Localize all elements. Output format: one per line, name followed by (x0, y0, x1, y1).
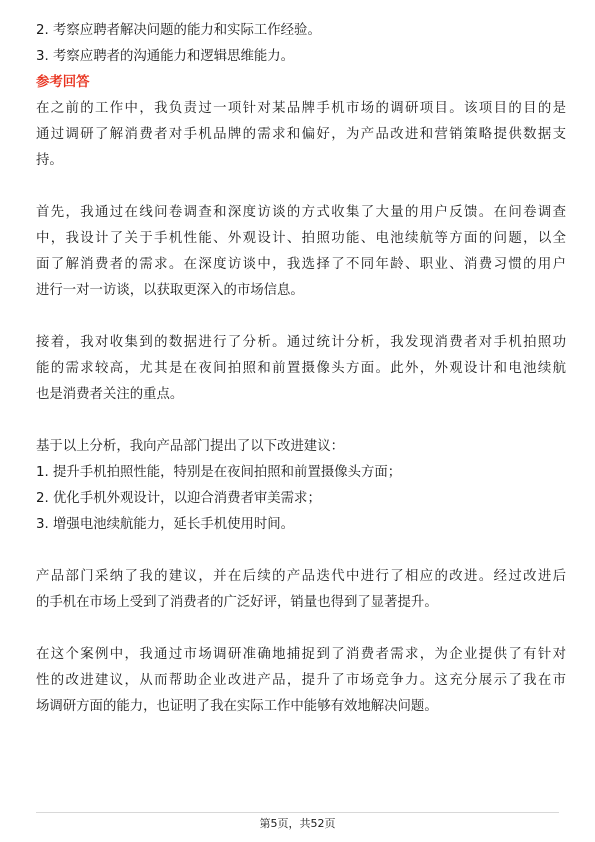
paragraph-line: 基于以上分析，我向产品部门提出了以下改进建议： (36, 439, 344, 454)
paragraph-line: 面了解消费者的需求。在深度访谈中，我选择了不同年龄、职业、消费习惯的用户 (36, 257, 566, 272)
paragraph-line: 首先，我通过在线问卷调查和深度访谈的方式收集了大量的用户反馈。在问卷调查 (36, 205, 566, 220)
paragraph-5 (36, 564, 566, 616)
paragraph-line: 接着，我对收集到的数据进行了分析。通过统计分析，我发现消费者对手机拍照功 (36, 335, 566, 350)
intro-point: 2. 考察应聘者解决问题的能力和实际工作经验。 (36, 23, 321, 38)
paragraph-gap (36, 174, 566, 200)
page-number: 第5页，共52页 (259, 817, 336, 830)
paragraph-gap (36, 304, 566, 330)
footer-divider (36, 812, 559, 813)
paragraph-line: 持。 (36, 153, 63, 168)
answer-heading: 参考回答 (36, 75, 90, 90)
paragraph-line: 能的需求较高，尤其是在夜间拍照和前置摄像头方面。此外，外观设计和电池续航 (36, 361, 566, 376)
paragraph-3 (36, 330, 566, 408)
suggestion-item: 3. 增强电池续航能力，延长手机使用时间。 (36, 517, 295, 532)
paragraph-gap (36, 538, 566, 564)
paragraph-line: 的手机在市场上受到了消费者的广泛好评，销量也得到了显著提升。 (36, 595, 438, 610)
paragraph-line: 在这个案例中，我通过市场调研准确地捕捉到了消费者需求，为企业提供了有针对 (36, 647, 566, 662)
paragraph-gap (36, 616, 566, 642)
paragraph-line: 场调研方面的能力，也证明了我在实际工作中能够有效地解决问题。 (36, 699, 438, 714)
paragraph-gap (36, 408, 566, 434)
document-body (36, 18, 566, 720)
suggestion-item: 1. 提升手机拍照性能，特别是在夜间拍照和前置摄像头方面； (36, 465, 402, 480)
paragraph-line: 也是消费者关注的重点。 (36, 387, 184, 402)
paragraph-2 (36, 200, 566, 304)
paragraph-4 (36, 434, 566, 538)
paragraph-line: 性的改进建议，从而帮助企业改进产品，提升了市场竞争力。这充分展示了我在市 (36, 673, 566, 688)
paragraph-6 (36, 642, 566, 720)
suggestion-item: 2. 优化手机外观设计，以迎合消费者审美需求； (36, 491, 321, 506)
paragraph-1 (36, 96, 566, 174)
paragraph-line: 中，我设计了关于手机性能、外观设计、拍照功能、电池续航等方面的问题，以全 (36, 231, 566, 246)
intro-point: 3. 考察应聘者的沟通能力和逻辑思维能力。 (36, 49, 295, 64)
paragraph-line: 在之前的工作中，我负责过一项针对某品牌手机市场的调研项目。该项目的目的是 (36, 101, 566, 116)
paragraph-line: 产品部门采纳了我的建议，并在后续的产品迭代中进行了相应的改进。经过改进后 (36, 569, 566, 584)
paragraph-line: 进行一对一访谈，以获取更深入的市场信息。 (36, 283, 304, 298)
paragraph-line: 通过调研了解消费者对手机品牌的需求和偏好，为产品改进和营销策略提供数据支 (36, 127, 566, 142)
